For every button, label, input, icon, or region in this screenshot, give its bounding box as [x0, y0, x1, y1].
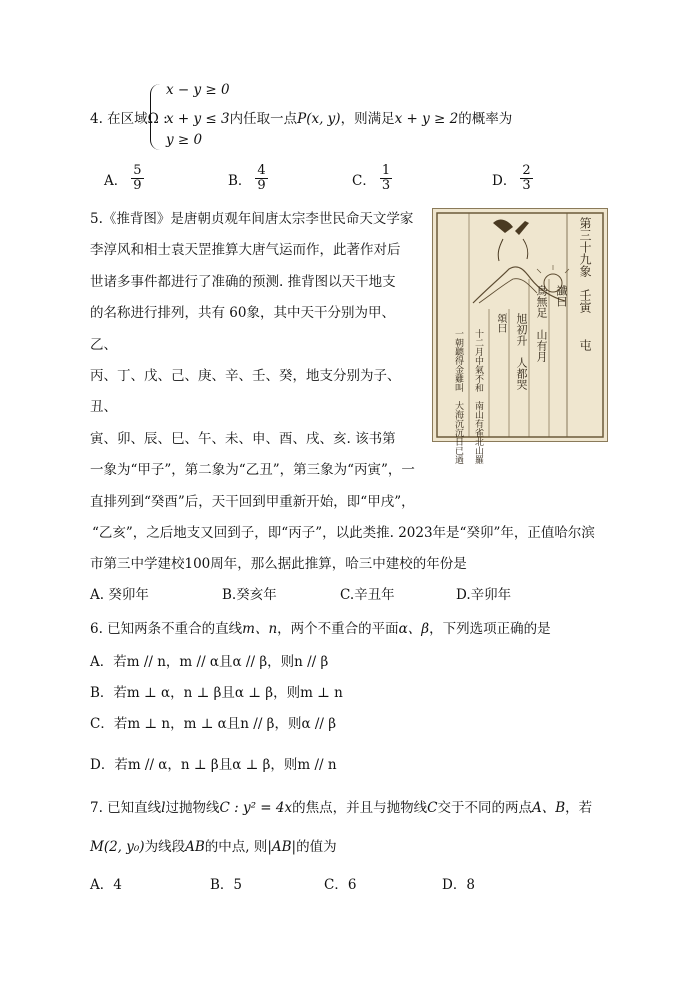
- q5-option-d[interactable]: D.辛卯年: [456, 587, 512, 603]
- q6-option-b[interactable]: B．若m ⊥ α，n ⊥ β且α ⊥ β，则m ⊥ n: [90, 685, 343, 701]
- q5-line-5: 乙、: [90, 337, 117, 353]
- q7-length: |AB|: [267, 839, 297, 855]
- image-hexagram: 屯: [578, 339, 592, 351]
- q7-text-a: 7. 已知直线: [90, 800, 162, 816]
- q7-option-a[interactable]: A．4: [90, 877, 122, 893]
- image-title: 第三十九象: [578, 217, 592, 277]
- numerator: 5: [133, 163, 142, 178]
- q7-midpoint: M(2, y₀): [90, 839, 145, 855]
- q4-stem: [90, 107, 168, 127]
- q7-text-d: 的焦点，并且与抛物线: [292, 800, 428, 816]
- q5-line-7: 丑、: [90, 399, 117, 415]
- q5-line-9: 一象为“甲子”，第二象为“乙丑”，第三象为“丙寅”，一: [90, 462, 415, 478]
- q4-option-a[interactable]: [104, 164, 144, 193]
- option-label: A．: [104, 172, 128, 189]
- image-ganzhi: 壬寅: [578, 289, 592, 313]
- denominator: 3: [381, 178, 391, 193]
- image-col-3: 旭初升 人都哭: [515, 313, 528, 390]
- q6-option-c[interactable]: C．若m ⊥ n，m ⊥ α且n // β，则α // β: [90, 716, 337, 732]
- q7-text-f: 交于不同的两点: [437, 800, 532, 816]
- q4-inequality-1: x − y ≥ 0: [166, 82, 230, 98]
- option-label: B．: [228, 172, 252, 189]
- q7-line-l: l: [161, 800, 166, 816]
- fraction: [520, 164, 532, 193]
- denominator: 9: [257, 178, 266, 193]
- q7-line-1: [90, 796, 592, 816]
- q5-line-8: 寅、卯、辰、巳、午、未、申、酉、戌、亥. 该书第: [90, 431, 396, 447]
- q4-mid-text: 内任取一点: [229, 111, 298, 127]
- q7-line-2: [90, 835, 337, 855]
- image-col-4: 頌曰: [495, 313, 506, 333]
- q4-lead: 4. 在区域Ω :: [90, 111, 168, 127]
- denominator: 9: [133, 178, 142, 193]
- q7-curve-c: C: [427, 800, 438, 816]
- q5-line-1: 5.《推背图》是唐朝贞观年间唐太宗李世民命天文学家: [90, 211, 414, 227]
- q5-option-b[interactable]: B.癸亥年: [222, 587, 277, 603]
- q6-option-d[interactable]: D．若m // α，n ⊥ β且α ⊥ β，则m // n: [90, 757, 337, 773]
- q5-line-10: 直排列到“癸酉”后，天干回到甲重新开始，即“甲戌”，: [90, 494, 415, 510]
- q7-option-d[interactable]: D．8: [442, 877, 475, 893]
- q6-stem-c: ，下列选项正确的是: [429, 621, 551, 637]
- image-col-6: 一朝聽得金雞叫 大海沉沉日已過: [453, 329, 463, 464]
- q5-line-2: 李淳风和相士袁天罡推算大唐气运而作，此著作对后: [90, 242, 401, 258]
- q7-parabola: C : y² = 4x: [219, 800, 293, 816]
- q5-option-a[interactable]: A. 癸卯年: [90, 587, 149, 603]
- q7-segment: AB: [185, 839, 205, 855]
- denominator: 3: [522, 178, 531, 193]
- q4-stem-middle: [166, 107, 512, 127]
- q4-option-d[interactable]: [492, 164, 533, 193]
- q5-line-11: “乙亥”，之后地支又回到子，即“丙子”，以此类推. 2023年是“癸卯”年，正值哈尔滨: [92, 525, 595, 541]
- q6-stem: [90, 617, 551, 637]
- q4-inequality-3: y ≥ 0: [166, 132, 203, 148]
- numerator: 2: [522, 163, 531, 178]
- fraction: [380, 164, 392, 193]
- q7-points: A、B: [531, 800, 566, 816]
- image-col-5: 十二月中氣不和 南山有雀北山羅: [473, 329, 483, 464]
- q4-cond-post: 的概率为: [458, 111, 513, 127]
- fraction: [131, 164, 143, 193]
- q5-line-4: 的名称进行排列，共有 60象，其中天干分别为甲、: [90, 305, 395, 321]
- q4-cond-pre: ，则满足: [340, 111, 395, 127]
- q4-inequality-2: x + y ≤ 3: [166, 111, 230, 127]
- image-col-2: 鳥無足 山有月: [535, 285, 548, 362]
- q6-stem-a: 6. 已知两条不重合的直线: [90, 621, 243, 637]
- q6-option-a[interactable]: A．若m // n，m // α且α // β，则n // β: [90, 654, 329, 670]
- q7-text-2a: 为线段: [144, 839, 186, 855]
- q6-stem-b: ，两个不重合的平面: [277, 621, 399, 637]
- q4-option-b[interactable]: [228, 164, 268, 193]
- option-label: C．: [352, 172, 376, 189]
- q5-line-6: 丙、丁、戊、己、庚、辛、壬、癸，地支分别为子、: [90, 368, 401, 384]
- q4-point: P(x, y): [297, 111, 341, 127]
- tuibeitu-image: [432, 208, 608, 464]
- q7-text-b: 过抛物线: [165, 800, 220, 816]
- option-label: D．: [492, 172, 517, 189]
- q5-option-c[interactable]: C.辛丑年: [340, 587, 395, 603]
- q6-lines-mn: m、n: [242, 621, 278, 637]
- image-col-1: 讖曰: [555, 285, 568, 307]
- q5-line-3: 世诸多事件都进行了准确的预测. 推背图以天干地支: [90, 274, 396, 290]
- fraction: [255, 164, 267, 193]
- q7-option-c[interactable]: C．6: [324, 877, 357, 893]
- numerator: 4: [257, 163, 266, 178]
- q7-text-2b: 的中点, 则: [204, 839, 268, 855]
- numerator: 1: [381, 163, 391, 178]
- q6-planes: α、β: [398, 621, 430, 637]
- q7-text-2c: 的值为: [296, 839, 337, 855]
- q7-text-h: ，若: [565, 800, 593, 816]
- q7-option-b[interactable]: B．5: [210, 877, 243, 893]
- q5-line-12: 市第三中学建校100周年，那么据此推算，哈三中建校的年份是: [90, 556, 467, 572]
- q4-condition: x + y ≥ 2: [394, 111, 459, 127]
- q4-option-c[interactable]: [352, 164, 392, 193]
